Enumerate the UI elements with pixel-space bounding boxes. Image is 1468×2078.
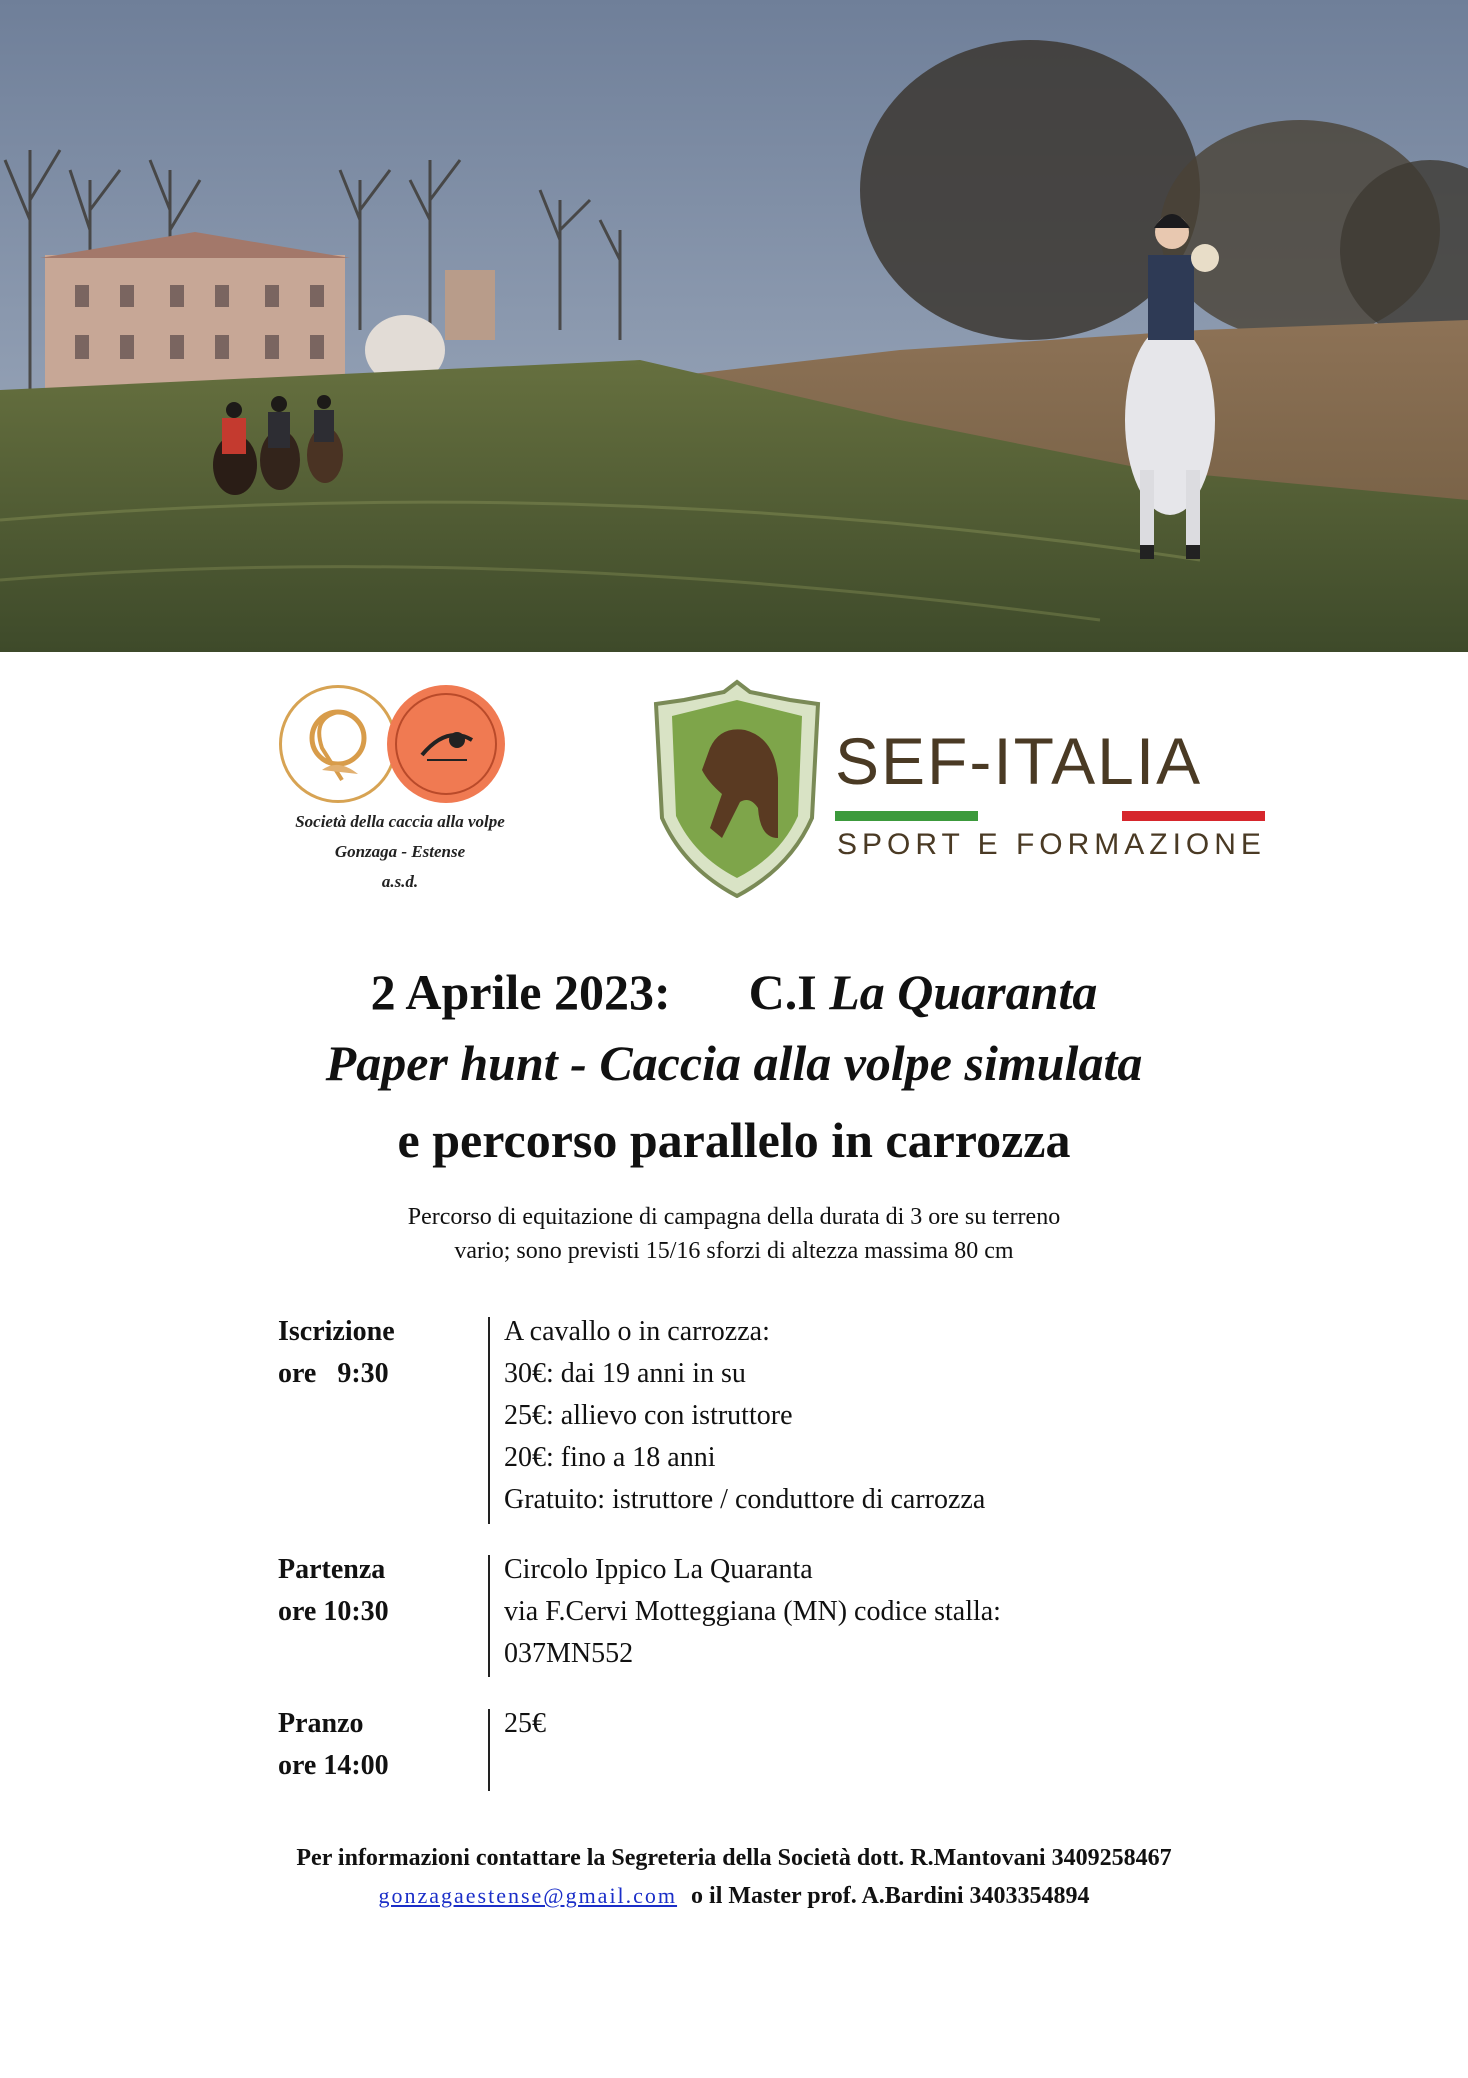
schedule-label — [278, 1703, 478, 1787]
label-time: ore 14:00 — [278, 1750, 389, 1781]
event-ci: C.I — [748, 964, 817, 1020]
society-region: Gonzaga - Estense — [334, 842, 466, 861]
label-time: ore 10:30 — [278, 1596, 389, 1627]
intro-line: Percorso di equitazione di campagna della durata di 3 ore su terreno — [407, 1204, 1061, 1230]
schedule-values — [504, 1549, 1001, 1675]
intro-line: vario; sono previsti 15/16 sforzi di altezza massima 80 cm — [454, 1238, 1014, 1264]
sef-italia-logo — [650, 678, 1270, 908]
hero-photo — [0, 0, 1468, 652]
headline-line-2: Paper hunt - Caccia alla volpe simulata — [325, 1035, 1143, 1091]
divider — [488, 1709, 490, 1791]
society-logo — [275, 685, 525, 910]
value-line: A cavallo o in carrozza: — [504, 1316, 770, 1347]
schedule-label — [278, 1549, 478, 1633]
society-caption — [275, 807, 525, 897]
schedule-label — [278, 1311, 478, 1395]
hunting-horn-badge — [279, 685, 397, 803]
master-contact: o il Master prof. A.Bardini 3403354894 — [691, 1883, 1090, 1909]
value-line: 20€: fino a 18 anni — [504, 1442, 716, 1473]
label-time: ore 9:30 — [278, 1358, 389, 1389]
headline-line-3: e percorso parallelo in carrozza — [397, 1112, 1071, 1168]
contact-line-2 — [0, 1877, 1468, 1915]
society-name: Società della caccia alla volpe — [295, 812, 505, 831]
event-date: 2 Aprile 2023: — [370, 964, 671, 1020]
orange-society-badge — [387, 685, 505, 803]
email-link[interactable]: gonzagaestense@gmail.com — [378, 1883, 678, 1908]
divider — [488, 1555, 490, 1677]
value-line: 037MN552 — [504, 1638, 634, 1669]
headline-line-1 — [0, 964, 1468, 1020]
value-line: 30€: dai 19 anni in su — [504, 1358, 746, 1389]
sef-brand: SEF-ITALIA — [835, 724, 1203, 798]
sef-tagline: SPORT E FORMAZIONE — [837, 828, 1266, 861]
label-title: Iscrizione — [278, 1316, 395, 1347]
course-description — [0, 1200, 1468, 1268]
value-line: 25€ — [504, 1708, 546, 1739]
schedule-values — [504, 1311, 985, 1521]
value-line: Gratuito: istruttore / conduttore di carrozza — [504, 1484, 986, 1515]
label-title: Partenza — [278, 1554, 386, 1585]
society-type: a.s.d. — [381, 872, 419, 891]
fox-hunt-landscape-image — [0, 0, 1468, 652]
schedule-row-partenza — [278, 1549, 1278, 1679]
event-venue: La Quaranta — [829, 964, 1098, 1020]
label-title: Pranzo — [278, 1708, 364, 1739]
schedule-row-pranzo — [278, 1703, 1278, 1793]
horse-shield-icon — [650, 678, 825, 898]
value-line: Circolo Ippico La Quaranta — [504, 1554, 813, 1585]
italian-flag-stripe — [835, 811, 1265, 821]
schedule-row-iscrizione — [278, 1311, 1278, 1526]
value-line: 25€: allievo con istruttore — [504, 1400, 793, 1431]
value-line: via F.Cervi Motteggiana (MN) codice stalla: — [504, 1596, 1001, 1627]
contact-line-1: Per informazioni contattare la Segreteria della Società dott. R.Mantovani 3409258467 — [296, 1845, 1172, 1871]
schedule-values — [504, 1703, 546, 1745]
divider — [488, 1317, 490, 1524]
